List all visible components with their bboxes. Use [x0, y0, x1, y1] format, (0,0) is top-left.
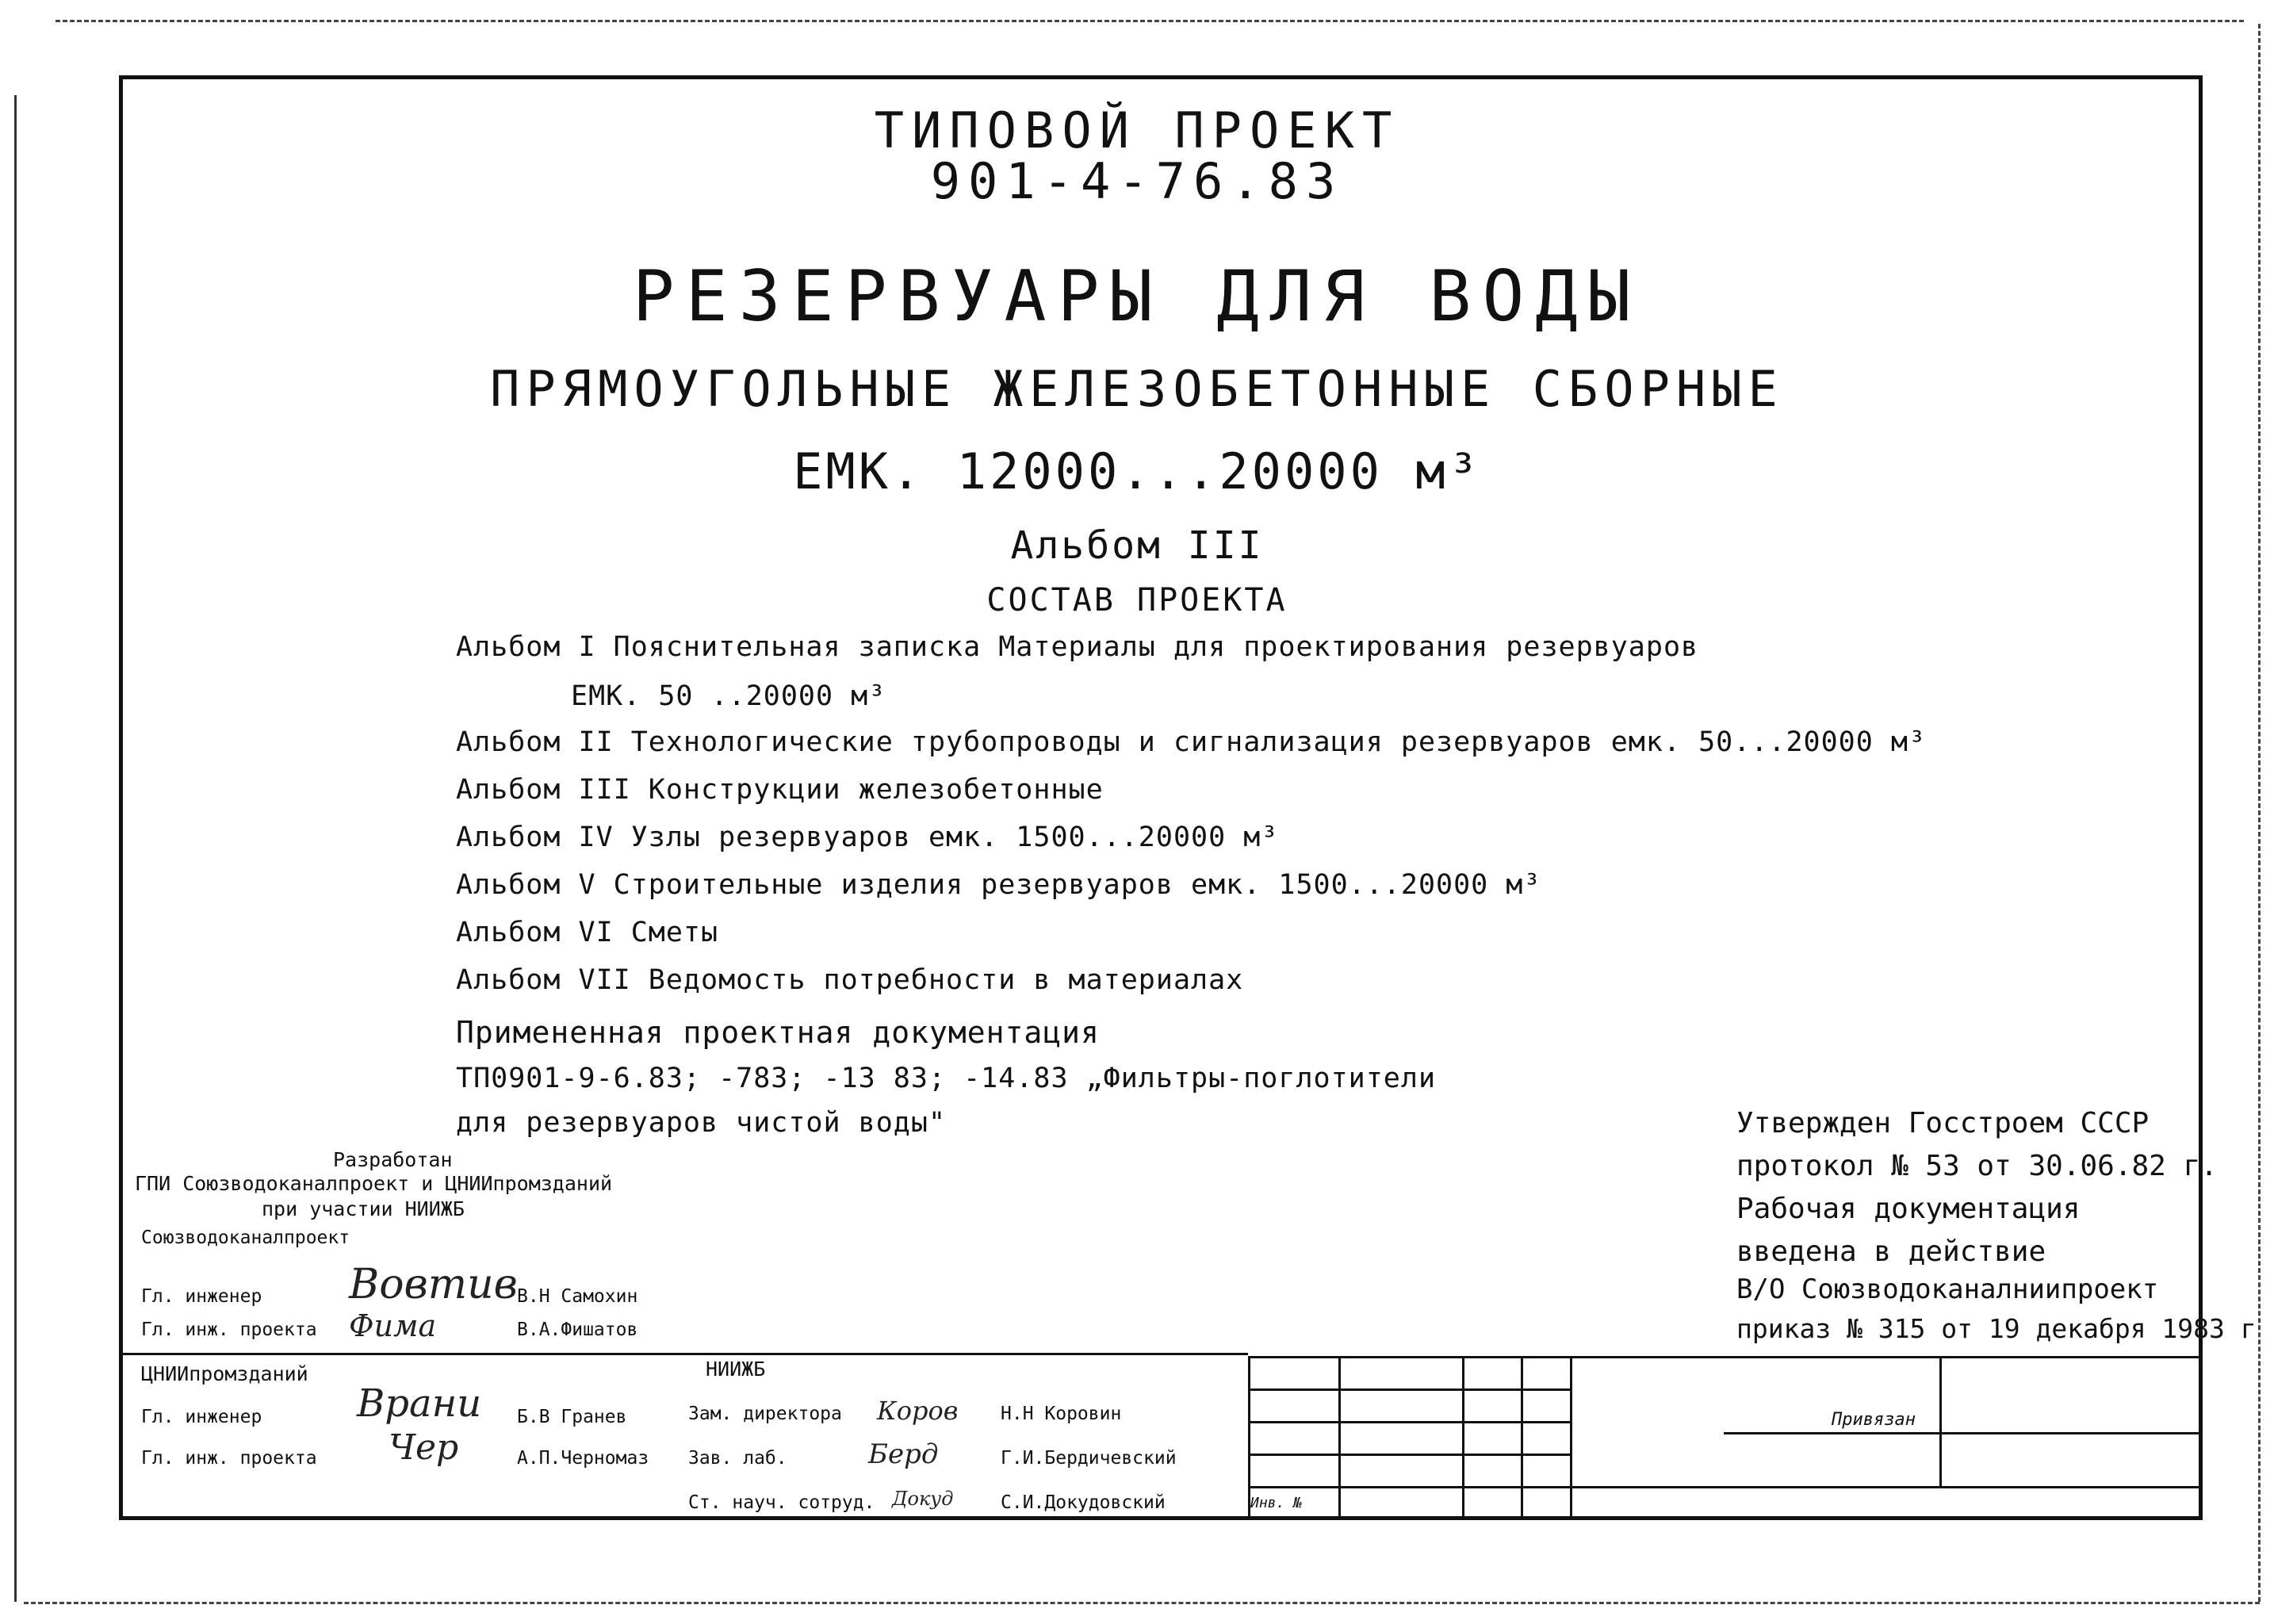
person-name: С.И.Докудовский — [1001, 1492, 1166, 1513]
list-item: Альбом III Конструкции железобетонные — [456, 774, 1104, 806]
outer-border-top — [56, 20, 2244, 22]
approval-line: протокол № 53 от 30.06.82 г. — [1736, 1150, 2218, 1182]
role-label: Зав. лаб. — [688, 1448, 787, 1469]
signature-image: Врани — [357, 1381, 482, 1426]
album-label: Альбом III — [1010, 523, 1264, 568]
developed-by: ГПИ Союзводоканалпроект и ЦНИИпромзданий — [135, 1172, 613, 1195]
approval-line: приказ № 315 от 19 декабря 1983 г — [1736, 1313, 2257, 1344]
signature-image: Докуд — [892, 1488, 954, 1510]
signature-image: Берд — [868, 1438, 939, 1470]
stamp-table — [1248, 1356, 2203, 1520]
main-title: РЕЗЕРВУАРЫ ДЛЯ ВОДЫ — [632, 255, 1642, 337]
approval-line: Утвержден Госстроем СССР — [1736, 1107, 2150, 1139]
developed-heading: Разработан — [333, 1148, 453, 1171]
list-item: Альбом IV Узлы резервуаров емк. 1500...20000 м³ — [456, 822, 1279, 853]
inv-label: Инв. № — [1250, 1488, 1340, 1519]
capacity: ЕМК. 12000...20000 м³ — [793, 442, 1481, 500]
org-name: Союзводоканалпроект — [141, 1228, 350, 1248]
signature-image: Фима — [349, 1308, 437, 1343]
developed-with: при участии НИИЖБ — [262, 1197, 465, 1220]
role-label: Гл. инж. проекта — [141, 1320, 317, 1340]
role-label: Гл. инж. проекта — [141, 1448, 317, 1469]
person-name: А.П.Черномаз — [517, 1448, 649, 1469]
signature-image: Коров — [877, 1396, 959, 1426]
divider — [119, 1353, 1248, 1355]
project-number: 901-4-76.83 — [930, 152, 1344, 210]
approval-line: В/О Союзводоканалниипроект — [1736, 1274, 2159, 1305]
subtitle: ПРЯМОУГОЛЬНЫЕ ЖЕЛЕЗОБЕТОННЫЕ СБОРНЫЕ — [490, 360, 1784, 418]
applied-line: для резервуаров чистой воды" — [456, 1107, 947, 1139]
signature-image: Чер — [389, 1427, 459, 1468]
person-name: Н.Н Коровин — [1001, 1404, 1122, 1424]
org-name: НИИЖБ — [706, 1358, 766, 1381]
composition-heading: СОСТАВ ПРОЕКТА — [986, 582, 1288, 619]
role-label: Гл. инженер — [141, 1286, 262, 1307]
person-name: В.А.Фишатов — [517, 1320, 638, 1340]
approval-line: введена в действие — [1736, 1235, 2046, 1268]
person-name: В.Н Самохин — [517, 1286, 638, 1307]
approval-line: Рабочая документация — [1736, 1193, 2081, 1225]
list-item: Альбом VII Ведомость потребности в материалах — [456, 964, 1244, 996]
stamp-divider — [1724, 1432, 2203, 1434]
project-type: ТИПОВОЙ ПРОЕКТ — [874, 102, 1400, 159]
applied-line: ТП0901-9-6.83; -783; -13 83; -14.83 „Фильтры-поглотители — [456, 1063, 1437, 1094]
signature-image: Вовтив — [349, 1261, 518, 1308]
list-item: Альбом I Пояснительная записка Материалы для проектирования резервуаров — [456, 631, 1699, 663]
role-label: Зам. директора — [688, 1404, 842, 1424]
list-item: ЕМК. 50 ..20000 м³ — [571, 680, 886, 712]
list-item: Альбом II Технологические трубопроводы и сигнализация резервуаров емк. 50...20000 м³ — [456, 726, 1927, 758]
person-name: Б.В Гранев — [517, 1407, 627, 1427]
list-item: Альбом VI Сметы — [456, 917, 719, 948]
person-name: Г.И.Бердичевский — [1001, 1448, 1177, 1469]
outer-border-bottom — [24, 1602, 2260, 1604]
underline — [688, 1516, 1212, 1518]
bound-label: Привязан — [1832, 1410, 1916, 1430]
role-label: Гл. инженер — [141, 1407, 262, 1427]
applied-heading: Примененная проектная документация — [456, 1015, 1100, 1050]
org-name: ЦНИИпромзданий — [141, 1362, 308, 1385]
role-label: Ст. науч. сотруд. — [688, 1492, 875, 1513]
list-item: Альбом V Строительные изделия резервуаров емк. 1500...20000 м³ — [456, 869, 1541, 901]
